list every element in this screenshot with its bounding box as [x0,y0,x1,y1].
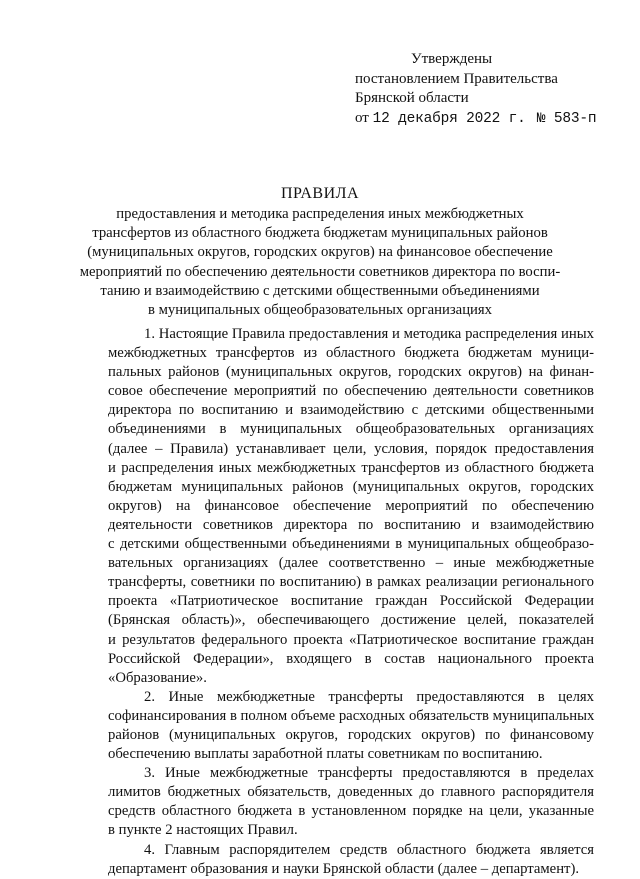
paragraph-line: в пункте 2 настоящих Правил. [108,822,298,839]
paragraph-line: объединениями в муниципальных общеобразовательных организациях [108,421,594,438]
paragraph-line: Российской Федерации», входящего в состав национального проекта [108,650,594,667]
paragraph-4 [108,841,594,879]
subtitle-line: предоставления и методика распределения иных межбюджетных [116,206,524,222]
approval-stamp [355,50,615,129]
paragraph-line: директора по воспитанию и взаимодействию с детскими общественными [108,402,594,419]
paragraph-1 [108,325,594,688]
document-title: ПРАВИЛА [280,185,360,202]
approval-date-prefix: от [355,109,369,126]
paragraph-line: трансферты, советники по воспитанию) в рамках реализации регионального [108,574,594,591]
paragraph-line: (Брянская область)», обеспечивающего достижение целей, показателей [108,612,594,629]
paragraph-line: и результатов федерального проекта «Патриотическое воспитание граждан [108,631,594,648]
approval-date: 12 декабря 2022 г. [372,110,526,127]
approval-line-region: Брянской области [355,90,469,106]
document-subtitle [60,205,580,320]
paragraph-line: проекта «Патриотическое воспитание граждан Российской Федерации [108,593,594,610]
subtitle-line: (муниципальных округов, городских округов) на финансовое обеспечение [87,244,553,261]
paragraph-line: районов (муниципальных округов, городских округов) по финансовому [108,726,594,743]
subtitle-line: мероприятий по обеспечению деятельности советников директора по воспи- [79,263,561,280]
paragraph-3 [108,764,594,840]
paragraph-line: округов) на финансовое обеспечение мероприятий по обеспечению [108,497,594,514]
paragraph-line: с детскими общественными объединениями в муниципальных общеобразо- [108,536,594,553]
paragraph-line: деятельности советников директора по воспитанию и взаимодействию [108,516,594,533]
paragraph-line: 2. Иные межбюджетные трансферты предоставляются в целях [144,688,594,705]
approval-line-approved: Утверждены [411,51,493,67]
subtitle-line: трансфертов из областного бюджета бюджетам муниципальных районов [92,225,548,242]
paragraph-line: департамент образования и науки Брянской области (далее – департамент). [108,860,580,877]
approval-line-resolution: постановлением Правительства [355,70,558,87]
paragraph-line: межбюджетных трансфертов из областного бюджета бюджетам муници- [108,345,594,362]
paragraph-line: средств областного бюджета в установленном порядке на цели, указанные [108,803,594,820]
subtitle-line: в муниципальных общеобразовательных организациях [147,302,493,319]
paragraph-line: совое обеспечение мероприятий по обеспечению деятельности советников [108,383,594,400]
paragraph-line: и распределения иных межбюджетных трансфертов из областного бюджета [108,459,594,476]
approval-number: № 583-п [536,110,597,127]
paragraph-line: «Образование». [108,669,207,686]
subtitle-line: танию и взаимодействию с детскими общественными объединениями [100,282,540,299]
paragraph-line: обеспечению выплаты заработной платы советникам по воспитанию. [108,746,543,763]
approval-line-date-number [355,109,615,130]
paragraph-2 [108,688,594,764]
paragraph-line: лимитов бюджетных обязательств, доведенных до главного распорядителя [108,784,594,801]
paragraph-line: бюджетам муниципальных районов (муниципальных округов, городских [108,478,594,495]
paragraph-line: 1. Настоящие Правила предоставления и методика распределения иных [144,326,594,342]
paragraph-line: софинансирования в полном объеме расходных обязательств муниципальных [108,707,595,724]
document-body [108,325,594,879]
paragraph-line: 4. Главным распорядителем средств областного бюджета является [144,841,594,858]
paragraph-line: (далее – Правила) устанавливает цели, условия, порядок предоставления [108,440,594,457]
paragraph-line: пальных районов (муниципальных округов, городских округов) на финан- [108,364,594,381]
paragraph-line: вательных организациях (далее соответственно – иные межбюджетные [108,555,594,572]
paragraph-line: 3. Иные межбюджетные трансферты предоставляются в пределах [144,765,594,782]
